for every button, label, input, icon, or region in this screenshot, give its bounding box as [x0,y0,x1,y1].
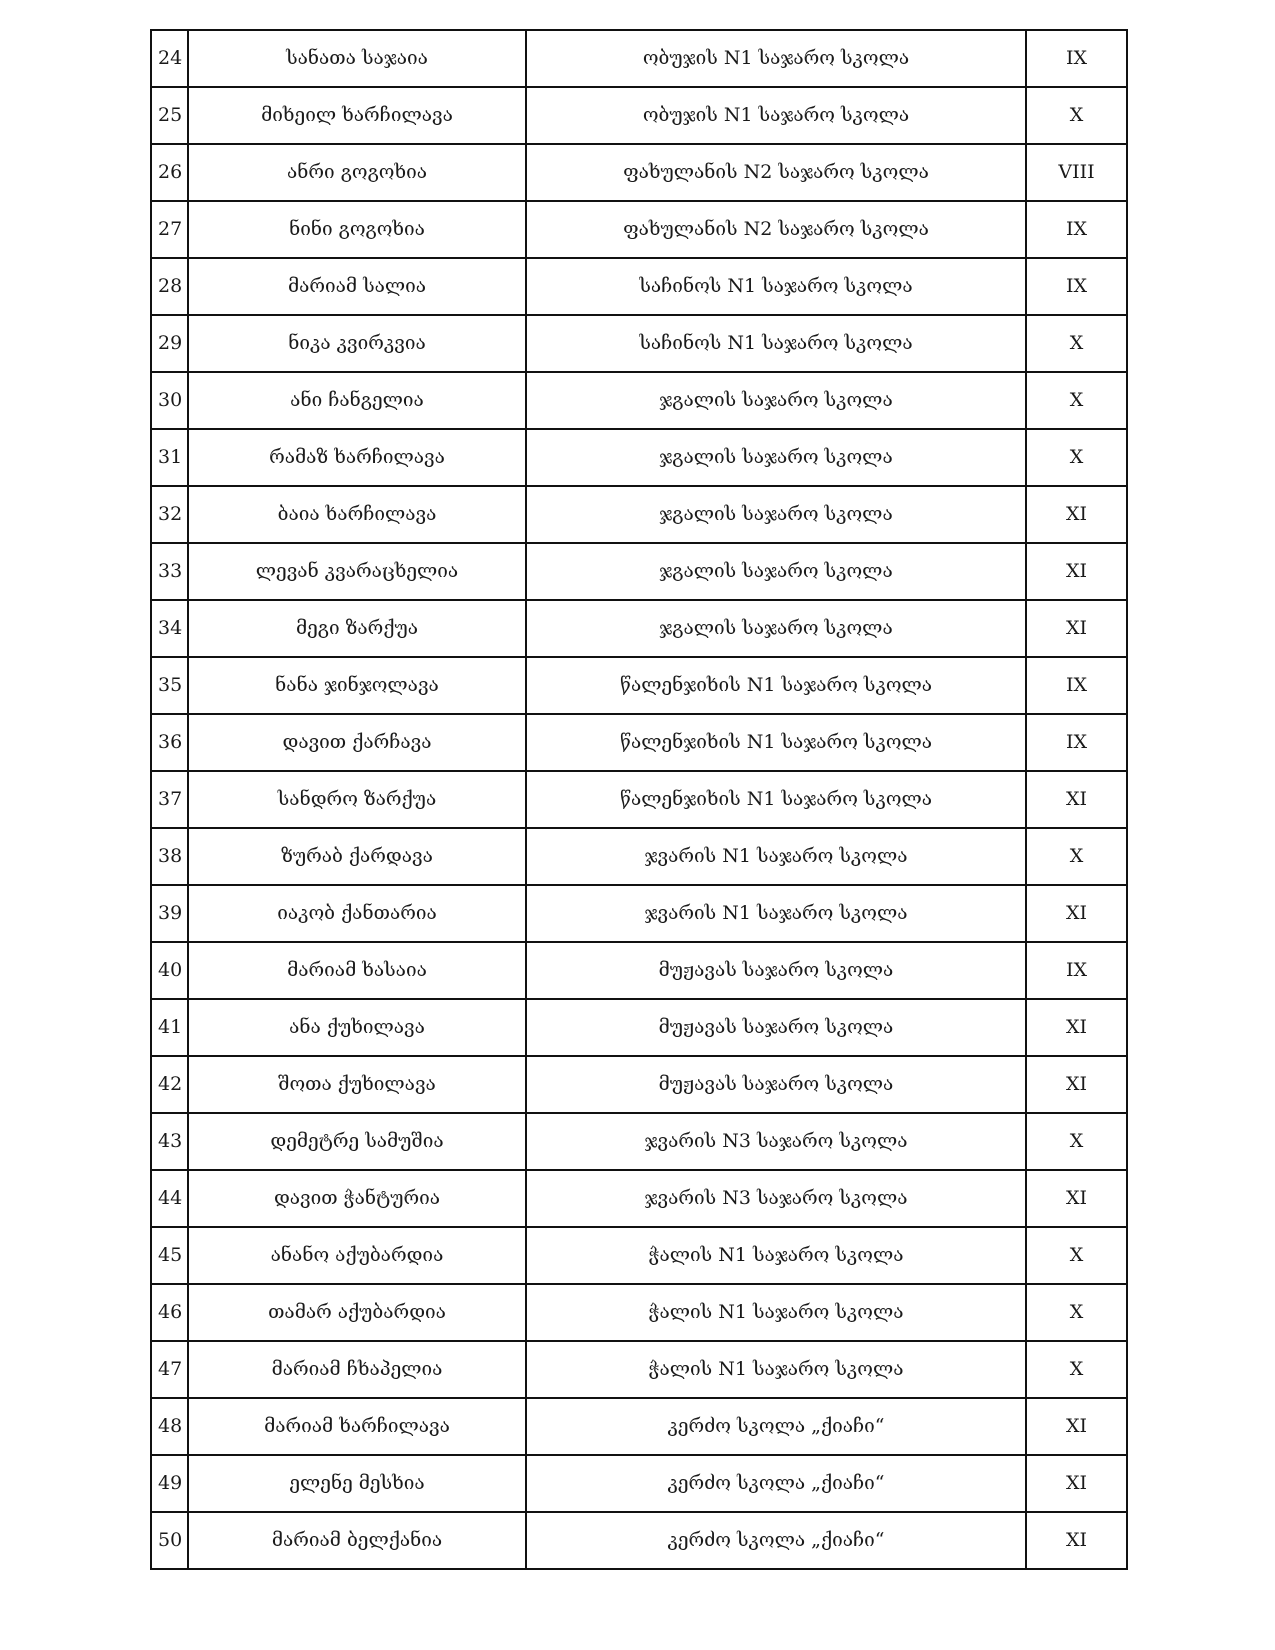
student-name-cell: ლევან კვარაცხელია [188,543,526,600]
table-row [151,543,1127,600]
table-row [151,1398,1127,1455]
student-name-cell: რამაზ ხარჩილავა [188,429,526,486]
row-number-cell: 27 [151,201,188,258]
school-name-cell: ობუჯის N1 საჯარო სკოლა [526,87,1026,144]
grade-cell: XI [1026,486,1127,543]
school-name-cell: ჯვარის N3 საჯარო სკოლა [526,1170,1026,1227]
school-name-cell: ჭალის N1 საჯარო სკოლა [526,1341,1026,1398]
grade-cell: XI [1026,1398,1127,1455]
grade-cell: X [1026,429,1127,486]
table-row [151,885,1127,942]
grade-cell: X [1026,315,1127,372]
row-number-cell: 34 [151,600,188,657]
table-row [151,258,1127,315]
row-number-cell: 48 [151,1398,188,1455]
row-number-cell: 37 [151,771,188,828]
table-row [151,657,1127,714]
student-name-cell: ანა ქუხილავა [188,999,526,1056]
row-number-cell: 28 [151,258,188,315]
table-row [151,372,1127,429]
row-number-cell: 49 [151,1455,188,1512]
row-number-cell: 41 [151,999,188,1056]
school-name-cell: ჭალის N1 საჯარო სკოლა [526,1227,1026,1284]
table-row [151,1512,1127,1569]
table-row [151,1455,1127,1512]
table-row [151,714,1127,771]
school-name-cell: ჯგალის საჯარო სკოლა [526,600,1026,657]
table-row [151,1056,1127,1113]
row-number-cell: 36 [151,714,188,771]
student-name-cell: ანანო აქუბარდია [188,1227,526,1284]
table-row [151,315,1127,372]
table-row [151,429,1127,486]
grade-cell: X [1026,1227,1127,1284]
school-name-cell: საჩინოს N1 საჯარო სკოლა [526,315,1026,372]
student-name-cell: თამარ აქუბარდია [188,1284,526,1341]
grade-cell: XI [1026,1512,1127,1569]
table-row [151,144,1127,201]
student-name-cell: ანრი გოგოხია [188,144,526,201]
row-number-cell: 35 [151,657,188,714]
row-number-cell: 42 [151,1056,188,1113]
school-name-cell: მუჟავას საჯარო სკოლა [526,999,1026,1056]
school-name-cell: საჩინოს N1 საჯარო სკოლა [526,258,1026,315]
row-number-cell: 47 [151,1341,188,1398]
school-name-cell: ჯვარის N1 საჯარო სკოლა [526,885,1026,942]
table-row [151,1284,1127,1341]
row-number-cell: 46 [151,1284,188,1341]
table-row [151,486,1127,543]
student-name-cell: დავით ჭანტურია [188,1170,526,1227]
row-number-cell: 39 [151,885,188,942]
table-row [151,771,1127,828]
school-name-cell: ობუჯის N1 საჯარო სკოლა [526,30,1026,87]
school-name-cell: კერძო სკოლა „ქიაჩი“ [526,1455,1026,1512]
table-row [151,1341,1127,1398]
grade-cell: XI [1026,999,1127,1056]
row-number-cell: 33 [151,543,188,600]
student-name-cell: ბაია ხარჩილავა [188,486,526,543]
school-name-cell: კერძო სკოლა „ქიაჩი“ [526,1398,1026,1455]
grade-cell: X [1026,87,1127,144]
school-name-cell: წალენჯიხის N1 საჯარო სკოლა [526,657,1026,714]
grade-cell: IX [1026,657,1127,714]
school-name-cell: ჯგალის საჯარო სკოლა [526,543,1026,600]
student-name-cell: დავით ქარჩავა [188,714,526,771]
student-name-cell: იაკობ ქანთარია [188,885,526,942]
student-name-cell: დემეტრე სამუშია [188,1113,526,1170]
grade-cell: IX [1026,714,1127,771]
school-name-cell: კერძო სკოლა „ქიაჩი“ [526,1512,1026,1569]
student-name-cell: მარიამ ჩხაპელია [188,1341,526,1398]
grade-cell: IX [1026,942,1127,999]
school-name-cell: ჯგალის საჯარო სკოლა [526,372,1026,429]
student-name-cell: ელენე მესხია [188,1455,526,1512]
row-number-cell: 50 [151,1512,188,1569]
table-row [151,1113,1127,1170]
grade-cell: IX [1026,258,1127,315]
table-row [151,87,1127,144]
school-name-cell: ჯვარის N3 საჯარო სკოლა [526,1113,1026,1170]
grade-cell: X [1026,1113,1127,1170]
student-name-cell: ნანა ჯინჯოლავა [188,657,526,714]
school-name-cell: წალენჯიხის N1 საჯარო სკოლა [526,714,1026,771]
row-number-cell: 38 [151,828,188,885]
school-name-cell: ჯგალის საჯარო სკოლა [526,486,1026,543]
grade-cell: XI [1026,1056,1127,1113]
student-name-cell: ანი ჩანგელია [188,372,526,429]
student-name-cell: სანათა საჯაია [188,30,526,87]
student-name-cell: ნიკა კვირკვია [188,315,526,372]
grade-cell: IX [1026,201,1127,258]
grade-cell: X [1026,828,1127,885]
table-row [151,600,1127,657]
table-row [151,1227,1127,1284]
grade-cell: X [1026,372,1127,429]
grade-cell: XI [1026,885,1127,942]
row-number-cell: 30 [151,372,188,429]
grade-cell: XI [1026,543,1127,600]
row-number-cell: 45 [151,1227,188,1284]
school-name-cell: მუჟავას საჯარო სკოლა [526,1056,1026,1113]
grade-cell: XI [1026,771,1127,828]
table-row [151,942,1127,999]
grade-cell: VIII [1026,144,1127,201]
grade-cell: XI [1026,1170,1127,1227]
student-name-cell: მარიამ ბელქანია [188,1512,526,1569]
student-name-cell: მეგი ზარქუა [188,600,526,657]
student-name-cell: ზურაბ ქარდავა [188,828,526,885]
school-name-cell: ჭალის N1 საჯარო სკოლა [526,1284,1026,1341]
row-number-cell: 26 [151,144,188,201]
table-row [151,999,1127,1056]
school-name-cell: მუჟავას საჯარო სკოლა [526,942,1026,999]
school-name-cell: წალენჯიხის N1 საჯარო სკოლა [526,771,1026,828]
student-name-cell: მარიამ ხარჩილავა [188,1398,526,1455]
student-name-cell: ნინი გოგოხია [188,201,526,258]
grade-cell: IX [1026,30,1127,87]
row-number-cell: 31 [151,429,188,486]
grade-cell: XI [1026,600,1127,657]
student-name-cell: შოთა ქუხილავა [188,1056,526,1113]
row-number-cell: 44 [151,1170,188,1227]
row-number-cell: 40 [151,942,188,999]
row-number-cell: 29 [151,315,188,372]
row-number-cell: 24 [151,30,188,87]
table-row [151,201,1127,258]
participants-table-body [151,30,1127,1569]
school-name-cell: ჯგალის საჯარო სკოლა [526,429,1026,486]
student-name-cell: მარიამ სალია [188,258,526,315]
school-name-cell: ჯვარის N1 საჯარო სკოლა [526,828,1026,885]
grade-cell: X [1026,1284,1127,1341]
participants-table [150,29,1128,1570]
student-name-cell: მიხეილ ხარჩილავა [188,87,526,144]
student-name-cell: მარიამ ხასაია [188,942,526,999]
school-name-cell: ფახულანის N2 საჯარო სკოლა [526,201,1026,258]
student-name-cell: სანდრო ზარქუა [188,771,526,828]
table-row [151,828,1127,885]
row-number-cell: 32 [151,486,188,543]
grade-cell: X [1026,1341,1127,1398]
row-number-cell: 25 [151,87,188,144]
grade-cell: XI [1026,1455,1127,1512]
row-number-cell: 43 [151,1113,188,1170]
table-row [151,1170,1127,1227]
school-name-cell: ფახულანის N2 საჯარო სკოლა [526,144,1026,201]
table-row [151,30,1127,87]
